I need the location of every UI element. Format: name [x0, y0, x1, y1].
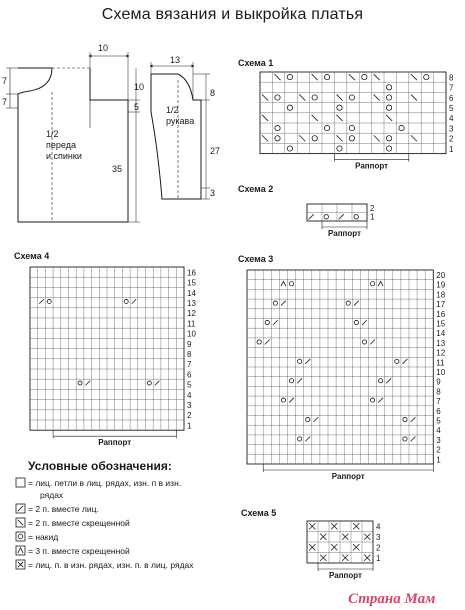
row-number: 1	[436, 455, 441, 465]
dim-body-right-a: 10	[134, 82, 145, 92]
row-number: 15	[436, 319, 446, 329]
body-label-line-2: переда	[46, 140, 76, 150]
row-number: 13	[187, 298, 196, 308]
row-number: 12	[436, 348, 446, 358]
schema1-grid	[260, 72, 454, 171]
dim-body-left-b: 7	[2, 97, 8, 107]
row-number: 1	[370, 212, 375, 222]
row-number: 19	[436, 280, 446, 290]
schema4-title: Схема 4	[14, 251, 50, 261]
row-number: 8	[436, 387, 441, 397]
body-label-line-3: и спинки	[46, 151, 82, 161]
row-number: 3	[449, 124, 454, 134]
row-number: 3	[187, 400, 192, 410]
row-number: 11	[187, 319, 196, 329]
dim-body-right-b: 5	[134, 102, 140, 112]
row-number: 3	[436, 435, 441, 445]
row-number: 17	[436, 300, 446, 310]
schema3-grid	[247, 270, 446, 481]
row-number: 7	[187, 360, 192, 370]
dim-sleeve-right-a: 8	[210, 88, 216, 98]
page-title: Схема вязания и выкройка платья	[101, 6, 364, 23]
legend-list	[16, 478, 194, 570]
legend-text: = лиц. петли в лиц. рядах, изн. п в изн.	[28, 478, 182, 488]
dim-sleeve-bottom: 3	[210, 188, 216, 198]
row-number: 7	[436, 397, 441, 407]
row-number: 2	[370, 203, 375, 213]
row-number: 12	[187, 309, 196, 319]
row-number: 2	[436, 445, 441, 455]
rapport-label: Раппорт	[329, 571, 362, 580]
row-number: 4	[449, 114, 454, 124]
row-number: 3	[376, 533, 381, 543]
legend-text: = 2 п. вместе лиц.	[28, 504, 99, 514]
row-number: 2	[376, 543, 381, 553]
rapport-label: Раппорт	[328, 229, 361, 238]
legend-symbol-box	[16, 532, 25, 541]
rapport-label: Раппорт	[355, 161, 389, 171]
row-number: 10	[436, 367, 446, 377]
body-pattern	[2, 43, 144, 222]
sleeve-label-line-1: 1/2	[166, 105, 179, 115]
sleeve-outline	[151, 74, 201, 199]
row-number: 1	[376, 554, 381, 564]
row-number: 6	[449, 93, 454, 103]
row-number: 2	[187, 411, 192, 421]
schema1-title: Схема 1	[238, 58, 274, 68]
row-number: 6	[187, 370, 192, 380]
dim-body-height: 35	[112, 164, 123, 174]
row-number: 7	[449, 83, 454, 93]
row-number: 16	[436, 309, 446, 319]
schema5-title: Схема 5	[241, 508, 277, 518]
dim-sleeve-top: 13	[170, 55, 181, 65]
row-number: 18	[436, 290, 446, 300]
schema2-grid	[307, 204, 375, 238]
row-number: 8	[449, 73, 454, 83]
row-number: 5	[187, 380, 192, 390]
row-number: 14	[436, 329, 446, 339]
legend-text: = накид	[28, 532, 59, 542]
row-number: 1	[187, 421, 192, 431]
legend-text: = 2 п. вместе скрещенной	[28, 518, 130, 528]
schema3-title: Схема 3	[238, 254, 274, 264]
schema5-grid	[307, 521, 381, 580]
row-number: 9	[436, 377, 441, 387]
legend-title: Условные обозначения:	[28, 459, 172, 473]
legend-text: = лиц. п. в изн. рядах, изн. п. в лиц. рядах	[28, 560, 194, 570]
row-number: 14	[187, 288, 196, 298]
row-number: 5	[449, 103, 454, 113]
rapport-label: Раппорт	[331, 472, 365, 481]
sleeve-label-line-2: рукава	[166, 116, 195, 126]
dim-sleeve-height: 27	[210, 146, 221, 156]
row-number: 10	[187, 329, 196, 339]
legend-text: рядах	[40, 490, 64, 500]
row-number: 16	[187, 268, 196, 278]
row-number: 4	[187, 390, 192, 400]
rapport-label: Раппорт	[98, 438, 132, 448]
row-number: 13	[436, 338, 446, 348]
legend-text: = 3 п. вместе скрещенной	[28, 546, 130, 556]
dim-body-left-a: 7	[2, 76, 8, 86]
row-number: 9	[187, 339, 192, 349]
schema4-grid	[30, 267, 196, 447]
row-number: 4	[436, 426, 441, 436]
row-number: 5	[436, 416, 441, 426]
dim-body-top: 10	[98, 43, 109, 53]
row-number: 11	[436, 358, 445, 368]
legend-symbol-box	[16, 478, 25, 487]
row-number: 2	[449, 134, 454, 144]
row-number: 6	[436, 406, 441, 416]
row-number: 4	[376, 522, 381, 532]
row-number: 8	[187, 349, 192, 359]
row-number: 15	[187, 278, 196, 288]
sleeve-pattern	[151, 55, 220, 199]
body-label-line-1: 1/2	[46, 129, 59, 139]
row-number: 20	[436, 270, 446, 280]
schema2-title: Схема 2	[238, 184, 274, 194]
row-number: 1	[449, 144, 454, 154]
watermark: Страна Мам	[348, 591, 436, 607]
